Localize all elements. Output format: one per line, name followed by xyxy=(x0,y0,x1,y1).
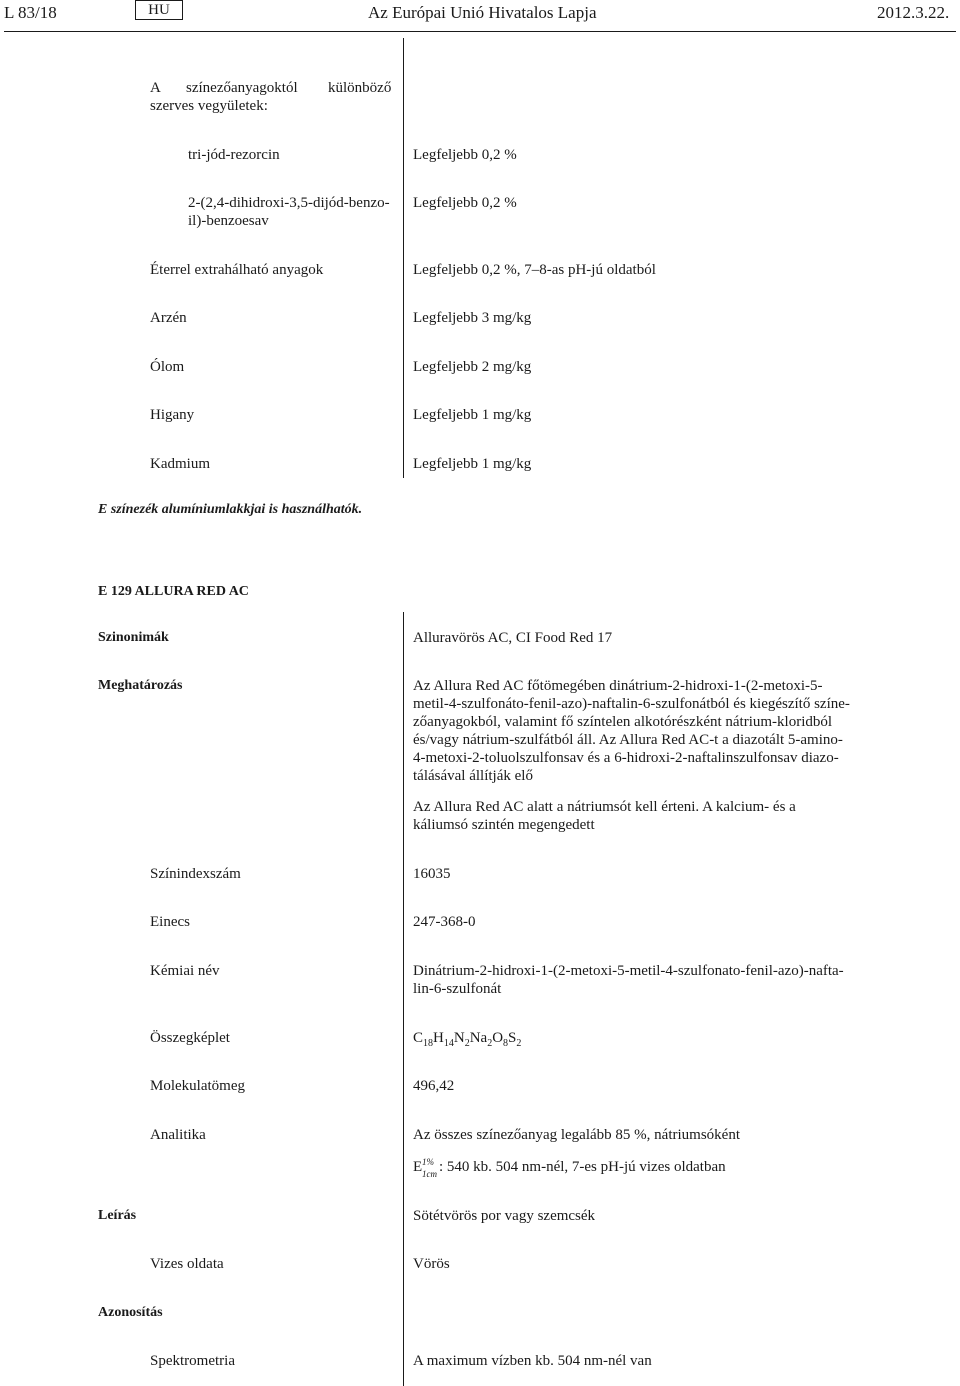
impurity-label: Higany xyxy=(150,407,195,423)
einecs-label: Einecs xyxy=(150,914,190,930)
impurity-label: Arzén xyxy=(150,310,187,326)
page-reference: L 83/18 xyxy=(4,3,57,22)
chemical-name-line: Dinátrium-2-hidroxi-1-(2-metoxi-5-metil-4-szulfonato-fenil-azo)-nafta- xyxy=(413,963,844,979)
impurity-value: Legfeljebb 0,2 %, 7–8-as pH-jú oldatból xyxy=(413,262,656,278)
extinction-sup: 1% xyxy=(422,1157,434,1167)
formula-count: 8 xyxy=(503,1038,509,1049)
formula-element: C xyxy=(413,1030,424,1046)
formula-element: Na xyxy=(469,1030,488,1046)
formula-count: 2 xyxy=(464,1038,470,1049)
formula-label: Összegképlet xyxy=(150,1030,230,1046)
impurity-label: tri-jód-rezorcin xyxy=(188,147,280,163)
synonyms-label: Szinonimák xyxy=(98,630,169,645)
molecular-weight-value: 496,42 xyxy=(413,1078,455,1094)
definition-line: Az Allura Red AC főtömegében dinátrium-2-hidroxi-1-(2-metoxi-5- xyxy=(413,678,823,694)
spectrometry-value: A maximum vízben kb. 504 nm-nél van xyxy=(413,1353,652,1369)
description-label: Leírás xyxy=(98,1208,137,1223)
formula-count: 14 xyxy=(443,1038,454,1049)
einecs-value: 247-368-0 xyxy=(413,914,476,930)
journal-title: Az Európai Unió Hivatalos Lapja xyxy=(368,3,597,22)
formula-element: O xyxy=(492,1030,504,1046)
impurity-value: Legfeljebb 2 mg/kg xyxy=(413,359,532,375)
impurity-value: Legfeljebb 0,2 % xyxy=(413,147,517,163)
definition-line: 4-metoxi-2-toluolszulfonsav és a 6-hidroxi-2-naftalinszulfonsav diazo- xyxy=(413,750,839,766)
language-badge: HU xyxy=(135,0,183,20)
definition-line: metil-4-szulfonáto-fenil-azo)-naftalin-6-szulfonátból és kiegészítő színe- xyxy=(413,696,850,712)
definition-paragraph-2 xyxy=(413,798,861,834)
impurities-heading-b: színezőanyagoktól xyxy=(186,80,298,96)
extinction-e: E xyxy=(413,1159,423,1175)
description-value: Sötétvörös por vagy szemcsék xyxy=(413,1208,596,1224)
impurity-value: Legfeljebb 1 mg/kg xyxy=(413,407,532,423)
chemical-name-line: lin-6-szulfonát xyxy=(413,981,502,997)
ci-value: 16035 xyxy=(413,866,451,882)
formula-count: 2 xyxy=(487,1038,493,1049)
formula-element: H xyxy=(433,1030,444,1046)
chemical-name-label: Kémiai név xyxy=(150,963,220,979)
ci-label: Színindexszám xyxy=(150,866,241,882)
column-divider-bottom xyxy=(403,612,404,1386)
impurity-label: 2-(2,4-dihidroxi-3,5-dijód-benzo- xyxy=(188,195,390,211)
publication-date: 2012.3.22. xyxy=(877,3,950,22)
definition-text xyxy=(413,677,861,785)
aqueous-solution-value: Vörös xyxy=(413,1256,450,1272)
assay-label: Analitika xyxy=(150,1127,206,1143)
definition-line: és/vagy nátrium-szulfátból áll. Az Allura Red AC-t a diazotált 5-amino- xyxy=(413,732,843,748)
molecular-weight-label: Molekulatömeg xyxy=(150,1078,245,1094)
section-title: E 129 ALLURA RED AC xyxy=(98,584,249,599)
formula-count: 2 xyxy=(516,1038,522,1049)
assay-line: Az összes színezőanyag legalább 85 %, nátriumsóként xyxy=(413,1127,740,1143)
column-divider-top xyxy=(403,38,404,478)
header-rule xyxy=(4,31,956,32)
spectrometry-label: Spektrometria xyxy=(150,1353,235,1369)
lake-note: E színezék alumíniumlakkjai is használhatók. xyxy=(98,502,363,517)
aqueous-solution-label: Vizes oldata xyxy=(150,1256,224,1272)
definition-label: Meghatározás xyxy=(98,678,183,693)
definition-line: káliumsó szintén megengedett xyxy=(413,817,595,833)
definition-line: Az Allura Red AC alatt a nátriumsót kell érteni. A kalcium- és a xyxy=(413,799,796,815)
impurity-value: Legfeljebb 1 mg/kg xyxy=(413,456,532,472)
formula-element: N xyxy=(453,1030,465,1046)
impurity-label: Kadmium xyxy=(150,456,210,472)
synonyms-value: Alluravörös AC, CI Food Red 17 xyxy=(413,630,613,646)
impurity-value: Legfeljebb 3 mg/kg xyxy=(413,310,532,326)
impurity-label: Éterrel extrahálható anyagok xyxy=(150,262,324,278)
definition-line: tálásával állítják elő xyxy=(413,768,533,784)
impurities-heading-a: A xyxy=(150,80,161,96)
impurity-label: Ólom xyxy=(150,359,185,375)
assay-extinction-line xyxy=(413,1157,726,1179)
formula-element: S xyxy=(508,1030,517,1046)
molecular-formula xyxy=(413,1029,521,1047)
impurities-heading-line2: szerves vegyületek: xyxy=(150,98,268,114)
impurities-heading-c: különböző xyxy=(328,80,392,96)
extinction-text: : 540 kb. 504 nm-nél, 7-es pH-jú vizes oldatban xyxy=(439,1159,726,1175)
definition-line: zőanyagokból, valamint fő színtelen alkotórészként nátrium-kloridból xyxy=(413,714,833,730)
formula-count: 18 xyxy=(423,1038,434,1049)
extinction-sub: 1cm xyxy=(422,1169,437,1179)
impurity-value: Legfeljebb 0,2 % xyxy=(413,195,517,211)
impurity-label: il)-benzoesav xyxy=(188,213,269,229)
identification-label: Azonosítás xyxy=(98,1305,163,1320)
